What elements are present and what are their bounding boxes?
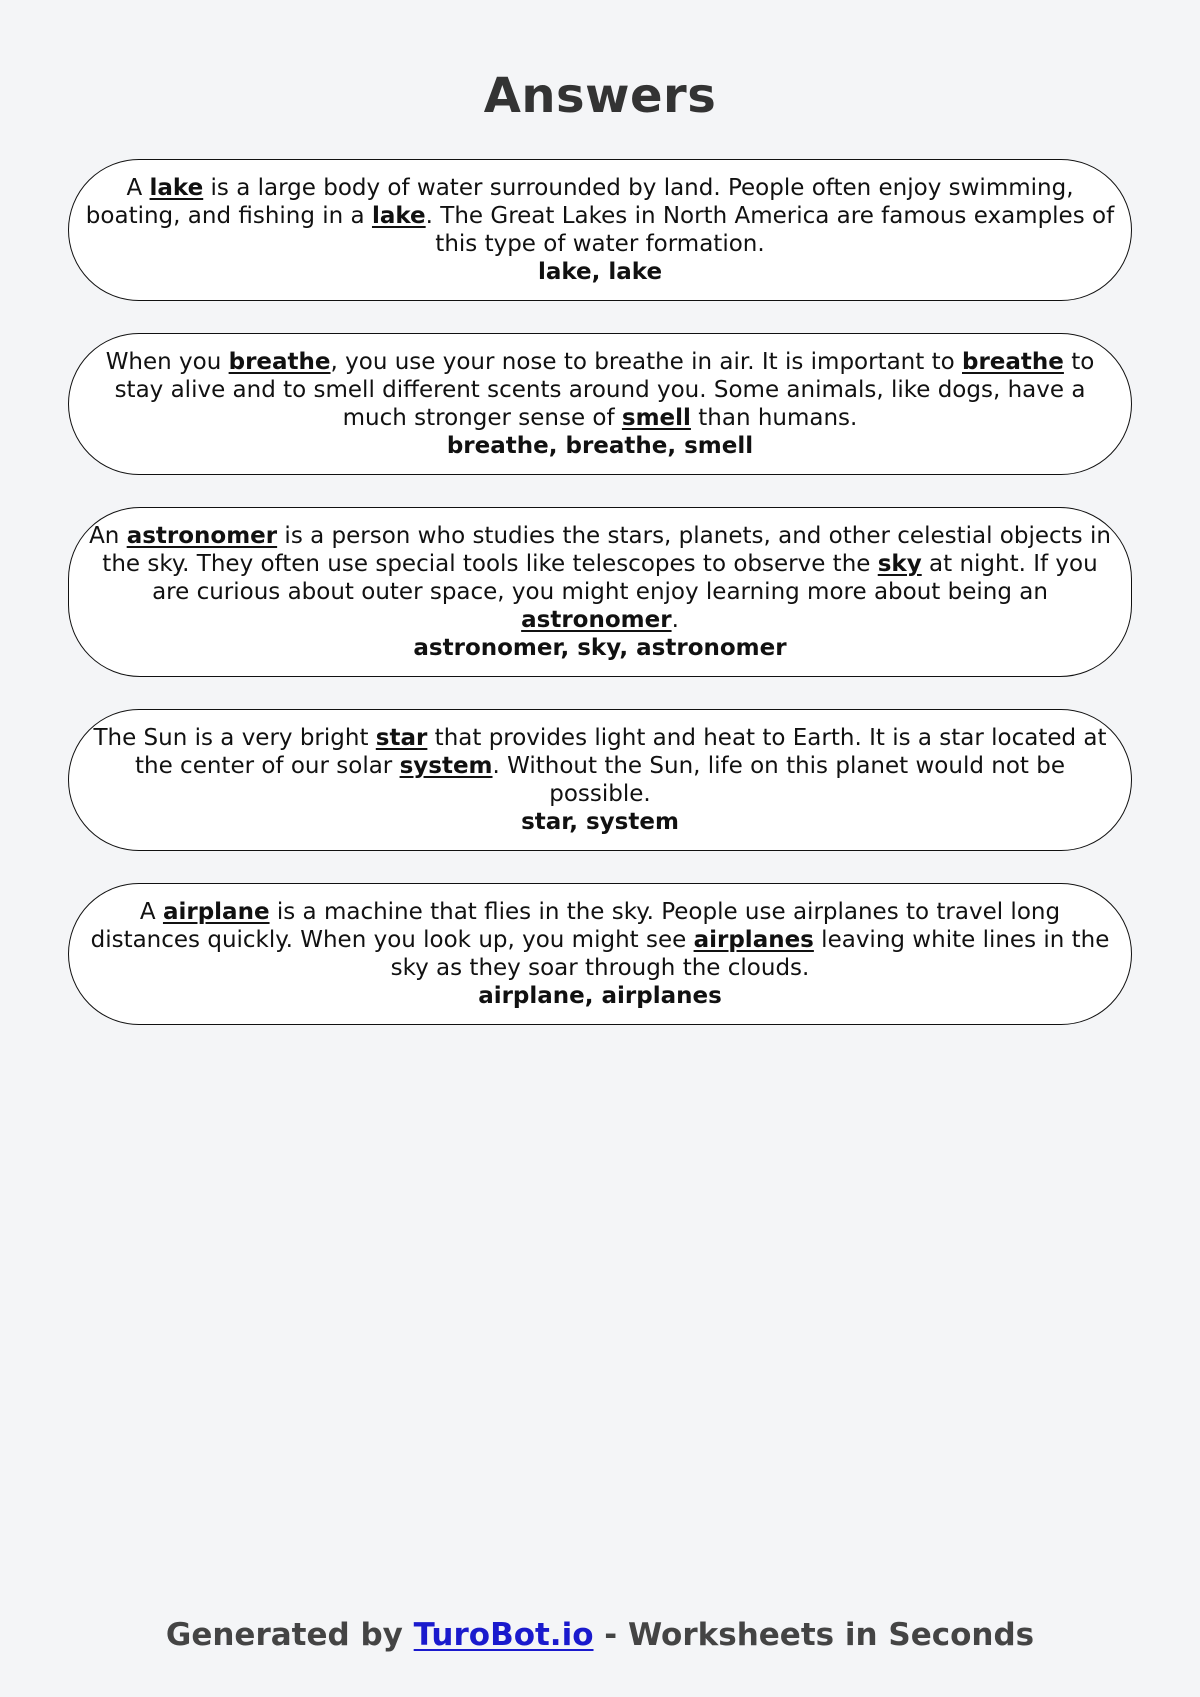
passage-fragment: A (126, 175, 150, 201)
passage-text (83, 174, 1117, 258)
passage-fragment: is a person who studies the stars, planets, and other celestial objects in the sky. They often use special tools like telescopes to observe the (102, 523, 1111, 577)
footer (0, 1617, 1200, 1653)
page-title: Answers (483, 68, 717, 124)
passage-fragment: is a large body of water surrounded by land. People often enjoy swimming, boating, and fishing in a (85, 175, 1074, 229)
passage-fragment: . The Great Lakes in North America are famous examples of this type of water formation. (425, 203, 1115, 257)
answer-cards (68, 159, 1132, 1057)
answer-card (68, 709, 1132, 851)
answer-word: lake (149, 175, 204, 201)
footer-suffix: - Worksheets in Seconds (593, 1617, 1035, 1653)
passage-text (83, 724, 1117, 808)
passage-fragment: is a machine that flies in the sky. People use airplanes to travel long distances quickly. When you look up, you might see (90, 899, 1061, 953)
answer-card (68, 883, 1132, 1025)
passage-fragment: than humans. (690, 405, 858, 431)
answer-card (68, 159, 1132, 301)
passage-fragment: When you (105, 349, 229, 375)
answer-word: astronomer (521, 607, 672, 633)
answer-word: airplanes (693, 927, 814, 953)
answer-word: breathe (228, 349, 331, 375)
footer-prefix: Generated by (165, 1617, 414, 1653)
answer-key: star, system (521, 809, 679, 835)
passage-text (83, 898, 1117, 982)
answer-word: lake (371, 203, 426, 229)
answer-word: system (399, 753, 493, 779)
passage-fragment: that provides light and heat to Earth. It is a star located at the center of our solar (135, 725, 1107, 779)
passage-fragment: , you use your nose to breathe in air. It is important to (330, 349, 962, 375)
answer-word: smell (621, 405, 691, 431)
answer-key: airplane, airplanes (478, 983, 722, 1009)
passage-fragment: An (89, 523, 127, 549)
passage-fragment: . (671, 607, 679, 633)
passage-fragment: leaving white lines in the sky as they soar through the clouds. (390, 927, 1110, 981)
answer-word: breathe (962, 349, 1064, 375)
answer-key: breathe, breathe, smell (446, 433, 754, 459)
passage-fragment: . Without the Sun, life on this planet would not be possible. (492, 753, 1065, 807)
answer-key: lake, lake (537, 259, 663, 285)
footer-link[interactable]: TuroBot.io (413, 1617, 594, 1653)
answer-word: airplane (162, 899, 270, 925)
passage-fragment: to stay alive and to smell different scents around you. Some animals, like dogs, have a much stronger sense of (114, 349, 1095, 431)
answer-card (68, 333, 1132, 475)
answer-word: sky (877, 551, 922, 577)
passage-text (83, 348, 1117, 432)
answer-word: astronomer (126, 523, 278, 549)
passage-fragment: A (139, 899, 163, 925)
passage-text (83, 522, 1117, 634)
answer-word: star (375, 725, 428, 751)
passage-fragment: at night. If you are curious about outer space, you might enjoy learning more about being an (152, 551, 1098, 605)
answer-key: astronomer, sky, astronomer (413, 635, 787, 661)
passage-fragment: The Sun is a very bright (93, 725, 376, 751)
answer-card (68, 507, 1132, 677)
